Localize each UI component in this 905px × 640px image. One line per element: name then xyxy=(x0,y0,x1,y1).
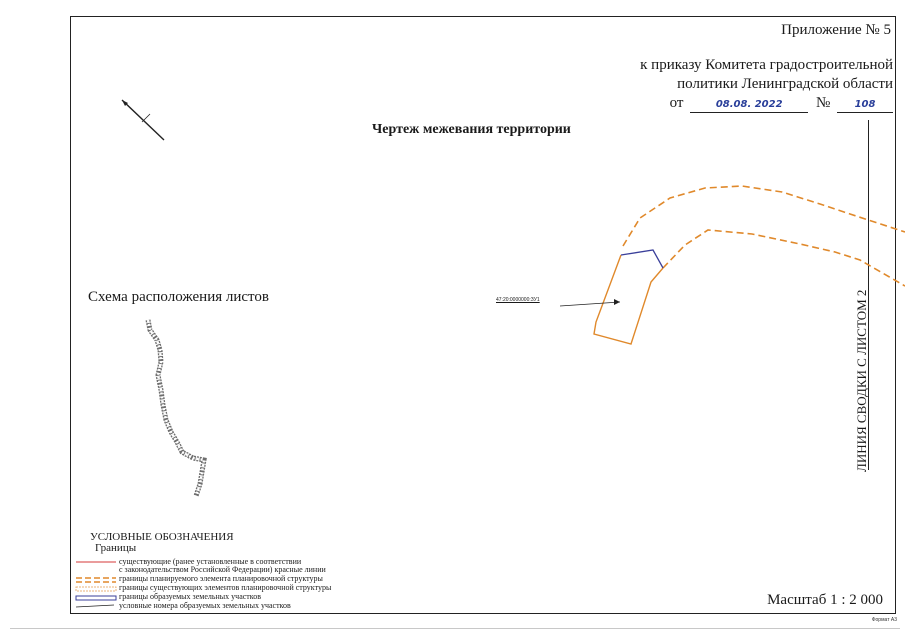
svodka-label: ЛИНИЯ СВОДКИ С ЛИСТОМ 2 xyxy=(854,289,869,472)
north-arrow-icon xyxy=(122,100,164,140)
date-prefix: от xyxy=(669,95,684,111)
legend-orange-hatched-symbol xyxy=(76,587,116,591)
parcel-label-leader xyxy=(560,302,620,306)
legend-subtitle: Границы xyxy=(95,542,137,554)
legend-item-text: границы образуемых земельных участков xyxy=(119,592,262,601)
legend-item-text: с законодательством Российской Федерации) красные линии xyxy=(119,565,326,574)
parcel-number-label: 47:20:0000000:ЗУ1 xyxy=(496,297,540,303)
parcel-orange-boundary xyxy=(594,255,663,344)
order-date: 08.08. 2022 xyxy=(690,98,808,113)
planned-boundary-lower xyxy=(663,230,905,286)
legend-item-text: границы существующих элементов планировочной структуры xyxy=(119,583,332,592)
sheet-scheme-chain xyxy=(148,320,204,496)
drawing-title: Чертеж межевания территории xyxy=(372,122,571,137)
scale-label: Масштаб 1 : 2 000 xyxy=(767,592,883,608)
legend-item-text: границы планируемого элемента планировочной структуры xyxy=(119,574,323,583)
legend-blue-outline-symbol xyxy=(76,596,116,600)
order-line-1: к приказу Комитета градостроительной xyxy=(640,57,893,73)
order-line-2: политики Ленинградской области xyxy=(677,76,893,92)
appendix-number: Приложение № 5 xyxy=(781,22,891,38)
legend-title: УСЛОВНЫЕ ОБОЗНАЧЕНИЯ xyxy=(90,531,234,543)
sheet-scheme-title: Схема расположения листов xyxy=(88,289,269,305)
legend-label-arrow-symbol xyxy=(76,605,114,607)
legend-item-text: условные номера образуемых земельных участков xyxy=(119,601,291,610)
legend-item-text: существующие (ранее установленные в соответствии xyxy=(119,557,302,566)
parcel-blue-boundary xyxy=(621,250,663,268)
legend-symbols xyxy=(76,562,116,607)
number-prefix: № xyxy=(815,95,831,111)
order-number: 108 xyxy=(837,98,893,113)
paper-format-label: Формат А3 xyxy=(871,617,897,623)
